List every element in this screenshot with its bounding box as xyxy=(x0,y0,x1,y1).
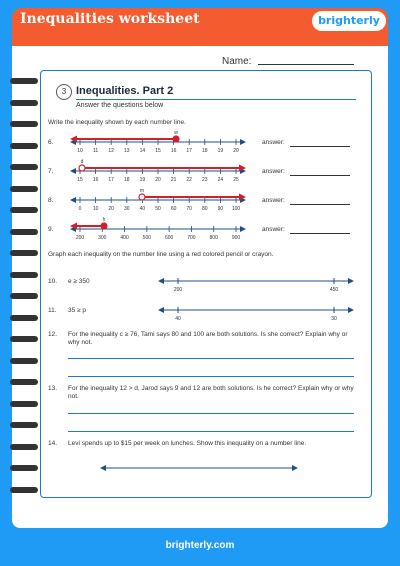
tick-label: 900 xyxy=(231,235,241,241)
binding-ring xyxy=(10,121,40,129)
section-title-underline xyxy=(76,99,356,100)
tick-label: 100 xyxy=(231,206,241,212)
number-line-11[interactable] xyxy=(158,305,354,325)
question-10-number: 10. xyxy=(48,278,58,285)
point-label: m xyxy=(139,188,145,194)
tick-label: 60 xyxy=(170,206,177,212)
open-circle xyxy=(139,194,145,200)
tick-label: 40 xyxy=(175,316,181,322)
binding-ring xyxy=(10,143,40,151)
question-6-number: 6. xyxy=(48,139,54,146)
question-14-text: Levi spends up to $15 per week on lunches. Show this inequality on a number line. xyxy=(68,440,307,447)
tick-label: 300 xyxy=(98,235,107,241)
binding-ring xyxy=(10,293,40,301)
binding-ring xyxy=(10,487,40,495)
question-12-number: 12. xyxy=(48,331,58,338)
answer-label-9: answer: xyxy=(262,226,285,233)
binding-ring xyxy=(10,379,40,387)
worksheet-title: Inequalities worksheet xyxy=(20,11,200,27)
tick-label: 17 xyxy=(186,148,192,154)
part1-instruction: Write the inequality shown by each number line. xyxy=(48,119,186,126)
binding-ring xyxy=(10,78,40,86)
binding-ring xyxy=(10,164,40,172)
tick-label: 19 xyxy=(217,148,224,154)
question-8-number: 8. xyxy=(48,197,54,204)
point-label: h xyxy=(102,217,106,223)
section-title: Inequalities. Part 2 xyxy=(76,85,174,97)
point-label: d xyxy=(80,159,84,165)
name-label: Name: xyxy=(222,56,252,67)
number-line-8 xyxy=(64,186,254,216)
answer-field-9[interactable] xyxy=(290,233,350,234)
question-10-inequality: e ≥ 350 xyxy=(68,278,90,285)
tick-label: 18 xyxy=(124,177,130,183)
section-number-badge: 3 xyxy=(56,84,72,100)
number-line-7 xyxy=(64,157,254,187)
answer-field-6[interactable] xyxy=(290,146,350,147)
closed-circle xyxy=(173,136,179,142)
part2-instruction: Graph each inequality on the number line using a red colored pencil or crayon. xyxy=(48,251,274,258)
binding-ring xyxy=(10,100,40,108)
answer-line[interactable] xyxy=(68,376,354,377)
tick-label: 22 xyxy=(186,177,192,183)
answer-field-7[interactable] xyxy=(290,175,350,176)
binding-ring xyxy=(10,401,40,409)
tick-label: 90 xyxy=(217,206,224,212)
axis-arrow xyxy=(70,168,76,174)
binding-ring xyxy=(10,358,40,366)
tick-label: 21 xyxy=(170,177,177,183)
binding-ring xyxy=(10,229,40,237)
question-11-inequality: 35 ≥ p xyxy=(68,307,87,314)
brand-logo[interactable]: brighterly xyxy=(312,11,386,31)
question-11-number: 11. xyxy=(48,307,57,314)
footer-url[interactable]: brighterly.com xyxy=(165,540,235,551)
question-9-number: 9. xyxy=(48,226,54,233)
binding-ring xyxy=(10,207,40,215)
tick-label: 11 xyxy=(92,148,99,154)
binding-ring xyxy=(10,186,40,194)
axis-arrow xyxy=(240,226,246,232)
tick-label: 12 xyxy=(108,148,114,154)
tick-label: 15 xyxy=(77,177,83,183)
answer-label-7: answer: xyxy=(262,168,285,175)
tick-label: 25 xyxy=(233,177,239,183)
binding-ring xyxy=(10,336,40,344)
binding-ring xyxy=(10,444,40,452)
question-13-number: 13. xyxy=(48,385,58,392)
tick-label: 23 xyxy=(202,177,208,183)
binding-ring xyxy=(10,250,40,258)
tick-label: 16 xyxy=(170,148,177,154)
binding-ring xyxy=(10,315,40,323)
question-12-text: For the inequality c ≥ 76, Tami says 80 and 100 are both solutions. Is she correct? Explain why or why not. xyxy=(68,331,348,346)
name-field-line[interactable] xyxy=(258,64,354,65)
axis-arrow xyxy=(240,139,246,145)
tick-label: 18 xyxy=(202,148,208,154)
answer-line[interactable] xyxy=(68,413,354,414)
tick-label: 14 xyxy=(139,148,146,154)
tick-label: 19 xyxy=(139,177,146,183)
question-7-number: 7. xyxy=(48,168,54,175)
tick-label: 13 xyxy=(124,148,130,154)
tick-label: 400 xyxy=(120,235,129,241)
tick-label: 500 xyxy=(142,235,152,241)
binding-ring xyxy=(10,465,40,473)
tick-label: 20 xyxy=(233,148,239,154)
answer-line[interactable] xyxy=(68,358,354,359)
binding-ring xyxy=(10,272,40,280)
point-label: w xyxy=(174,130,178,136)
number-line-14[interactable] xyxy=(100,463,298,473)
question-13-text: For the inequality 12 > d, Jarod says 9 and 12 are both solutions. Is he correct? Explain why or why not. xyxy=(68,385,354,400)
answer-label-6: answer: xyxy=(262,139,285,146)
answer-label-8: answer: xyxy=(262,197,285,204)
tick-label: 80 xyxy=(202,206,208,212)
answer-line[interactable] xyxy=(68,431,354,432)
section-subtitle: Answer the questions below xyxy=(76,102,164,109)
axis-arrow xyxy=(70,197,76,203)
number-line-6 xyxy=(64,128,254,158)
open-circle xyxy=(79,165,85,171)
tick-label: 200 xyxy=(173,287,183,293)
tick-label: 600 xyxy=(164,235,174,241)
tick-label: 15 xyxy=(155,148,161,154)
tick-label: 700 xyxy=(187,235,196,241)
tick-label: 17 xyxy=(108,177,114,183)
tick-label: 30 xyxy=(331,316,337,322)
tick-label: 10 xyxy=(92,206,99,212)
closed-circle xyxy=(101,223,107,229)
number-line-9 xyxy=(64,215,254,245)
number-line-10[interactable] xyxy=(158,276,354,296)
answer-field-8[interactable] xyxy=(290,204,350,205)
tick-label: 10 xyxy=(77,148,83,154)
tick-label: 20 xyxy=(108,206,114,212)
tick-label: 200 xyxy=(75,235,85,241)
tick-label: 24 xyxy=(217,177,224,183)
tick-label: 20 xyxy=(155,177,161,183)
tick-label: 800 xyxy=(209,235,218,241)
binding-ring xyxy=(10,422,40,430)
question-14-number: 14. xyxy=(48,440,58,447)
tick-label: 450 xyxy=(329,287,339,293)
tick-label: 50 xyxy=(155,206,161,212)
tick-label: 16 xyxy=(92,177,99,183)
tick-label: 30 xyxy=(124,206,130,212)
tick-label: 70 xyxy=(186,206,192,212)
tick-label: 0 xyxy=(78,206,82,212)
tick-label: 40 xyxy=(139,206,146,212)
